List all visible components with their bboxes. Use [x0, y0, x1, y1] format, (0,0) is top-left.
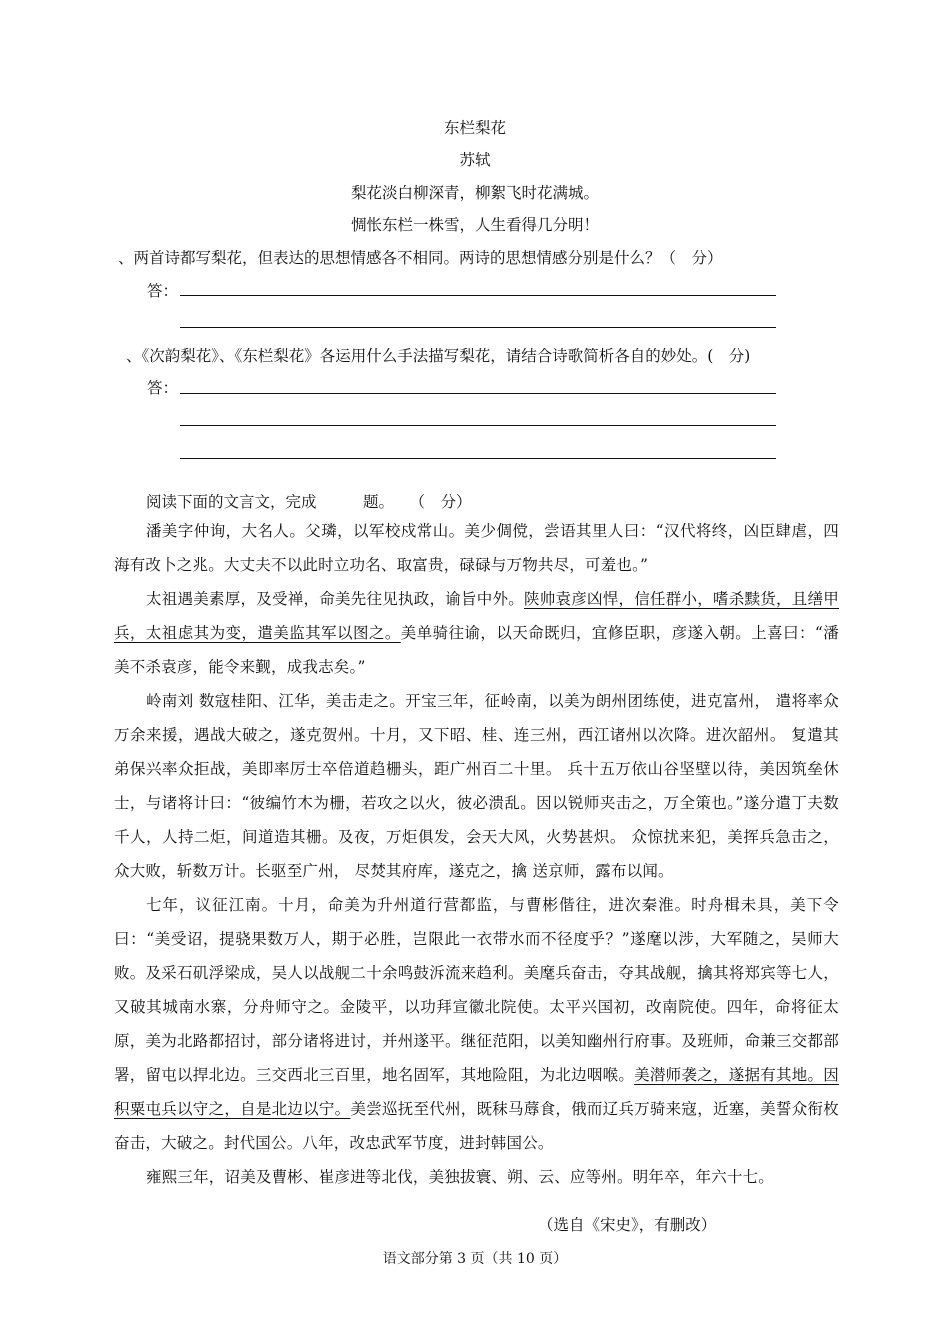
answer-line[interactable]	[180, 393, 776, 394]
passage-paragraph-4	[114, 888, 839, 1160]
poem-line-1: 梨花淡白柳深青，柳絮飞时花满城。	[350, 184, 599, 202]
passage-paragraph-5: 雍熙三年，诏美及曹彬、崔彦进等北伐，美独拔寰、朔、云、应等州。明年卒，年六十七。	[146, 1168, 775, 1186]
answer-label-2: 答：	[147, 379, 179, 397]
passage-paragraph-3: 岭南刘 数寇桂阳、江华，美击走之。开宝三年，征岭南，以美为朗州团练使，进克富州， 遣将率众万余来援，遇战大破之，遂克贺州。十月，又下昭、桂、连三州，西江诸州以次降。进次韶州。 复遣其弟保兴率众拒战，美即率厉士卒倍道趋栅头，距广州百二十里。 兵十五万依山谷坚壁以待，美因筑垒休士，与诸将计曰：“彼编竹木为栅，若攻之以火，彼必溃乱。因以锐师夹击之，万全策也。”遂分遣丁夫数千人，人持二炬，间道造其栅。及夜，万炬俱发，会天大风，火势甚炽。 众惊扰来犯，美挥兵急击之， 众大败，斩数万计。长驱至广州， 尽焚其府库，遂克之，擒 送京师，露布以闻。	[114, 692, 839, 880]
underlined-sentence: 陕帅袁彦凶悍，信任群小，嗜杀黩货，且缮甲兵，太祖虑其为变，遣美监其军以图之。	[114, 590, 839, 642]
page-footer: 语文部分第 3 页（共 10 页）	[382, 1251, 568, 1267]
answer-line[interactable]	[180, 295, 776, 296]
answer-line[interactable]	[180, 327, 776, 328]
passage-text: 七年，议征江南。十月，命美为升州道行营都监，与曹彬偕往，进次秦淮。时舟楫未具，美下令曰：“美受诏，提骁果数万人，期于必胜，岂限此一衣带水而不径度乎？”遂麾以涉，大军随之，吴师大败。及采石矶浮梁成，吴人以战舰二十余鸣鼓泝流来趋利。美麾兵奋击，夺其战舰，擒其将郑宾等七人，又破其城南水寨，分舟师守之。金陵平，以功拜宣徽北院使。太平兴国初，改南院使。四年，命将征太原，美为北路都招讨，部分诸将进讨，并州遂平。继征范阳，以美知幽州行府事。及班师，命兼三交都部署，留屯以捍北边。三交西北三百里，地名固军，其地险阻，为北边咽喉。	[114, 896, 839, 1084]
passage-source: （选自《宋史》，有删改）	[538, 1216, 717, 1234]
underlined-sentence: 美潜师袭之，遂据有其地。因积粟屯兵以守之，自是北边以宁。	[114, 1066, 839, 1118]
passage-paragraph-2	[114, 582, 839, 684]
passage-paragraph-1: 潘美字仲询，大名人。父璘，以军校戍常山。美少倜傥，尝语其里人曰：“汉代将终，凶臣肆虐，四海有改卜之兆。大丈夫不以此时立功名、取富贵，碌碌与万物共尽，可羞也。”	[114, 522, 839, 574]
question-1: 、两首诗都写梨花，但表达的思想情感各不相同。两诗的思想情感分别是什么？（ 分）	[118, 249, 723, 267]
passage-text: 太祖遇美素厚，及受禅，命美先往见执政，谕旨中外。	[146, 590, 525, 608]
answer-label-1: 答：	[147, 282, 179, 300]
poem-line-2: 惆怅东栏一株雪，人生看得几分明！	[350, 216, 599, 234]
poem-author: 苏轼	[459, 151, 491, 169]
answer-line[interactable]	[180, 458, 776, 459]
reading-intro: 阅读下面的文言文，完成 题。 （ 分）	[146, 493, 472, 511]
question-2: 、《次韵梨花》、《东栏梨花》各运用什么手法描写梨花，请结合诗歌简析各自的妙处。( 分)	[126, 347, 751, 365]
answer-line[interactable]	[180, 425, 776, 426]
poem-title: 东栏梨花	[443, 119, 506, 137]
passage-text: 美单骑往谕，以天命既归，宜修臣职，彦遂入朝。上喜曰：“潘美不杀袁彦，能令来觐，成我志矣。”	[114, 624, 839, 676]
passage-text: 美尝巡抚至代州，既秣马蓐食，俄而辽兵万骑来寇，近塞，美誓众衔枚奋击，大破之。封代国公。八年，改忠武军节度，进封韩国公。	[114, 1100, 839, 1152]
